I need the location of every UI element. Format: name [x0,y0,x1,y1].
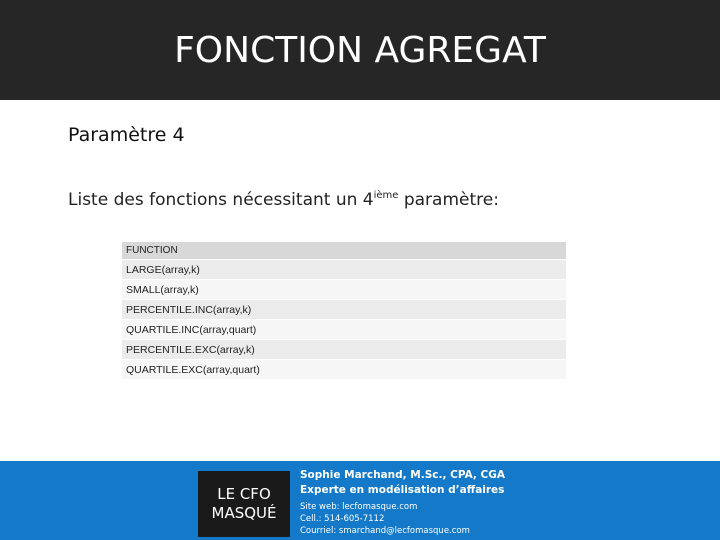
contact-block [300,468,505,537]
intro-text-after: paramètre: [398,190,499,210]
table-row: QUARTILE.INC(array,quart) [122,320,566,340]
slide-title: FONCTION AGREGAT [174,29,546,71]
contact-phone: Cell.: 514-605-7112 [300,514,385,524]
table-row: QUARTILE.EXC(array,quart) [122,360,566,380]
company-logo [198,471,290,537]
contact-website: Site web: lecfomasque.com [300,502,418,512]
intro-text [68,190,499,210]
contact-role: Experte en modélisation d’affaires [300,484,505,496]
intro-text-before: Liste des fonctions nécessitant un 4 [68,190,374,210]
logo-line-1: LE CFO [217,485,271,503]
logo-line-2: MASQUÉ [211,504,277,522]
table-row: SMALL(array,k) [122,280,566,300]
contact-email: Courriel: smarchand@lecfomasque.com [300,526,470,536]
table-row: LARGE(array,k) [122,260,566,280]
table-row: PERCENTILE.EXC(array,k) [122,340,566,360]
table-row: PERCENTILE.INC(array,k) [122,300,566,320]
function-table [122,242,566,380]
table-header: FUNCTION [122,242,566,260]
intro-superscript: ième [373,190,399,201]
section-heading: Paramètre 4 [68,124,185,146]
contact-name: Sophie Marchand, M.Sc., CPA, CGA [300,469,505,481]
title-bar [0,0,720,100]
footer-bar [0,461,720,540]
